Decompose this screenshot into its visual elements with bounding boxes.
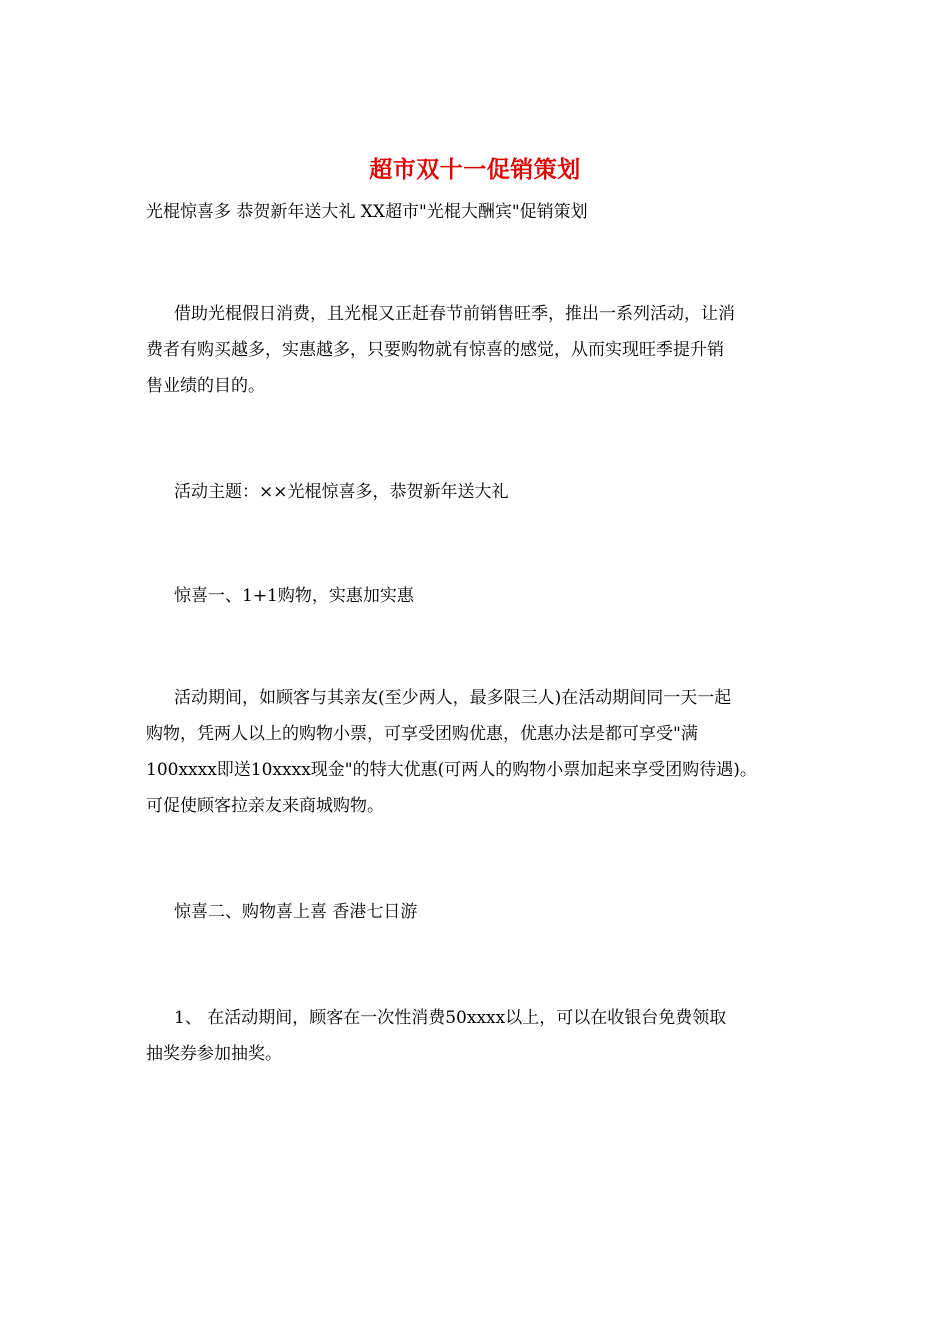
surprise2-item1-line-1: 1、 在活动期间，顾客在一次性消费50xxxx以上，可以在收银台免费领取 xyxy=(174,1008,727,1028)
intro-line-2: 费者有购买越多，实惠越多，只要购物就有惊喜的感觉，从而实现旺季提升销 xyxy=(146,340,724,360)
surprise1-line-2: 购物，凭两人以上的购物小票，可享受团购优惠，优惠办法是都可享受"满 xyxy=(146,724,698,744)
surprise2-item-1 xyxy=(146,1000,826,1072)
intro-paragraph xyxy=(146,296,826,404)
surprise1-paragraph xyxy=(146,680,826,824)
surprise1-line-3: 100xxxx即送10xxxx现金"的特大优惠(可两人的购物小票加起来享受团购待遇)。 xyxy=(146,760,757,780)
surprise2-heading xyxy=(146,894,826,930)
intro-line-3: 售业绩的目的。 xyxy=(146,376,265,396)
surprise1-heading-text: 惊喜一、1+1购物，实惠加实惠 xyxy=(174,586,414,606)
surprise1-line-4: 可促使顾客拉亲友来商城购物。 xyxy=(146,796,384,816)
surprise2-heading-text: 惊喜二、购物喜上喜 香港七日游 xyxy=(174,902,418,922)
theme-paragraph xyxy=(146,474,826,510)
document-subtitle: 光棍惊喜多 恭贺新年送大礼 XX超市"光棍大酬宾"促销策划 xyxy=(146,202,588,222)
surprise1-line-1: 活动期间，如顾客与其亲友(至少两人，最多限三人)在活动期间同一天一起 xyxy=(174,688,732,708)
surprise2-item1-line-2: 抽奖券参加抽奖。 xyxy=(146,1044,282,1064)
theme-line: 活动主题：××光棍惊喜多，恭贺新年送大礼 xyxy=(174,482,509,502)
intro-line-1: 借助光棍假日消费，且光棍又正赶春节前销售旺季，推出一系列活动，让消 xyxy=(174,304,735,324)
surprise1-heading xyxy=(146,578,826,614)
document-title: 超市双十一促销策划 xyxy=(369,156,581,183)
